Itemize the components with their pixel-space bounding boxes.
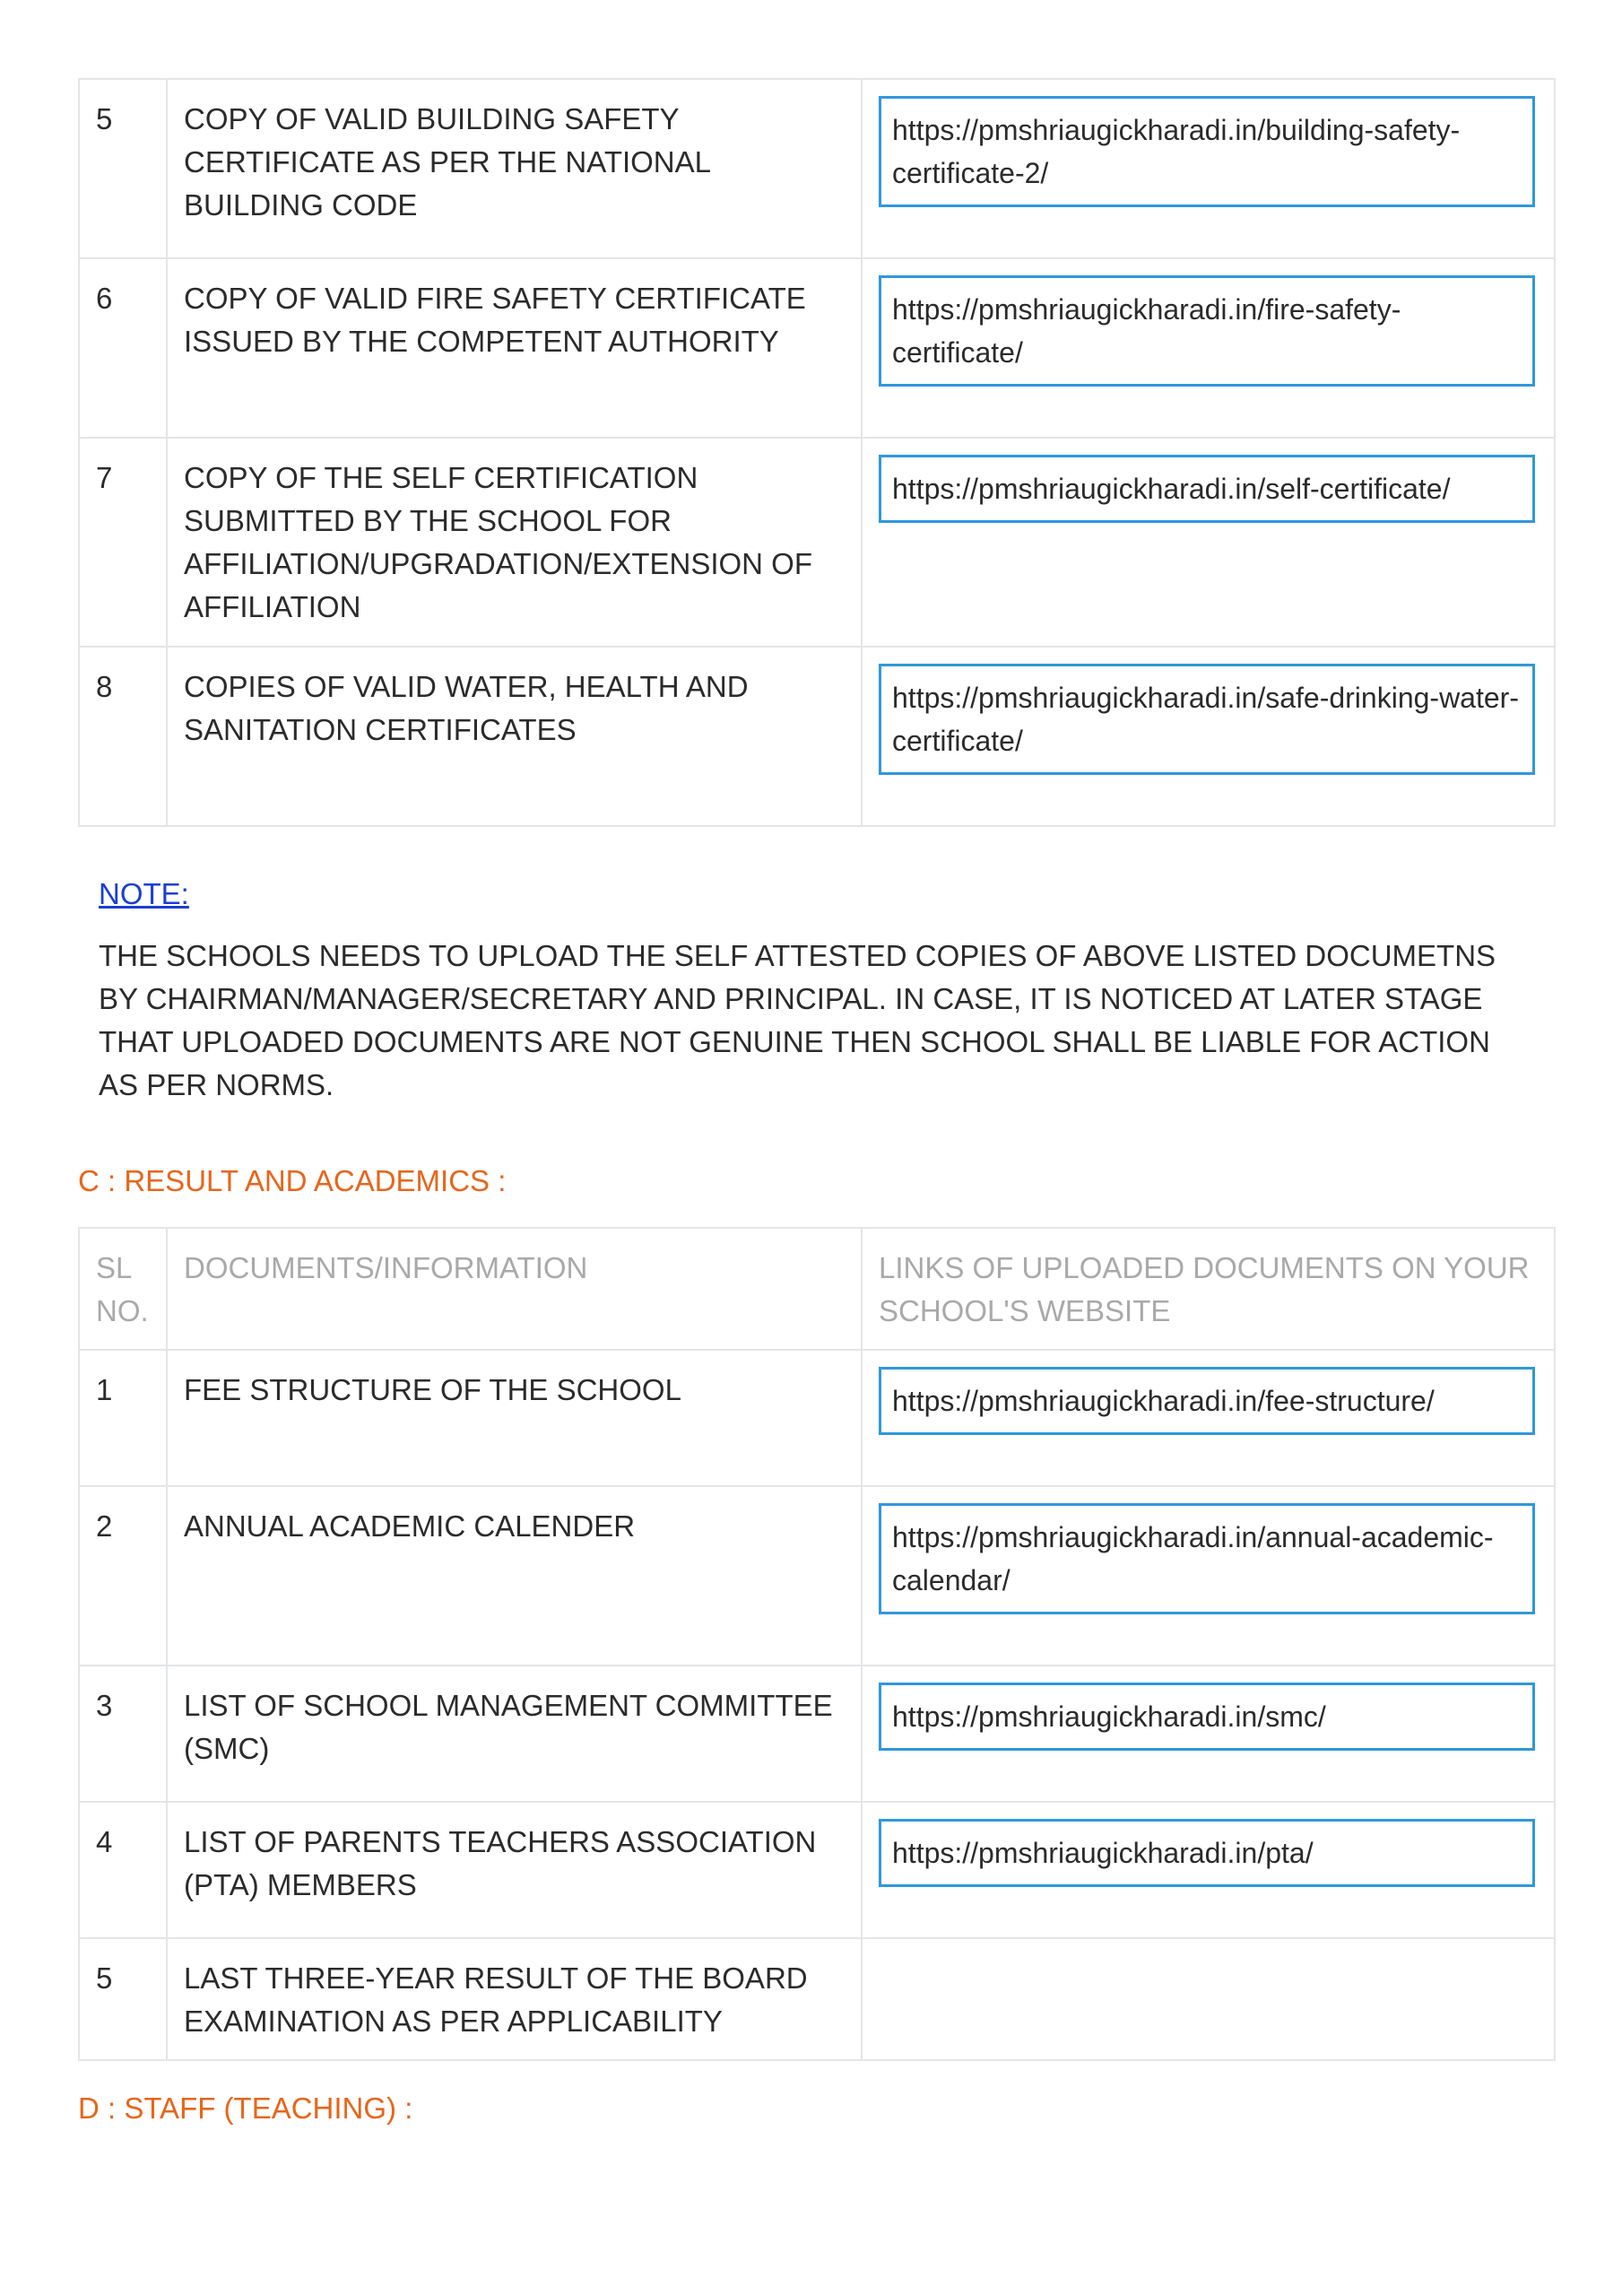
document-cell: ANNUAL ACADEMIC CALENDER [167, 1486, 862, 1665]
sl-no-cell: 7 [79, 438, 167, 647]
section-title-result-academics: C : RESULT AND ACADEMICS : [78, 1164, 507, 1197]
table-row [79, 647, 1555, 826]
documents-table-b [78, 78, 1556, 827]
link-cell [862, 1350, 1555, 1486]
table-row [79, 1486, 1555, 1665]
sl-no-cell: 4 [79, 1802, 167, 1938]
link-cell [862, 1486, 1555, 1665]
table-row [79, 258, 1555, 438]
document-cell: COPY OF VALID BUILDING SAFETY CERTIFICATE AS PER THE NATIONAL BUILDING CODE [167, 79, 862, 258]
sl-no-cell: 3 [79, 1665, 167, 1802]
link-cell [862, 1665, 1555, 1802]
table-row [79, 1938, 1555, 2060]
table-row [79, 79, 1555, 258]
link-cell [862, 438, 1555, 647]
note-text: THE SCHOOLS NEEDS TO UPLOAD THE SELF ATTESTED COPIES OF ABOVE LISTED DOCUMETNS BY CHAIRMAN/MANAGER/SECRETARY AND PRINCIPAL. IN CASE, IT IS NOTICED AT LATER STAGE THAT UPLOADED DOCUMENTS ARE NOT GENUINE THEN SCHOOL SHALL BE LIABLE FOR ACTION AS PER NORMS. [99, 939, 1496, 1101]
document-link[interactable]: https://pmshriaugickharadi.in/safe-drinking-water-certificate/ [879, 664, 1535, 775]
note-link[interactable]: NOTE: [99, 877, 189, 910]
link-cell [862, 1802, 1555, 1938]
document-link[interactable]: https://pmshriaugickharadi.in/pta/ [879, 1819, 1535, 1887]
document-cell: COPY OF VALID FIRE SAFETY CERTIFICATE ISSUED BY THE COMPETENT AUTHORITY [167, 258, 862, 438]
sl-no-cell: 6 [79, 258, 167, 438]
link-cell-empty [862, 1938, 1555, 2060]
document-cell: FEE STRUCTURE OF THE SCHOOL [167, 1350, 862, 1486]
link-cell [862, 258, 1555, 438]
sl-no-cell: 5 [79, 1938, 167, 2060]
header-documents: DOCUMENTS/INFORMATION [167, 1228, 862, 1350]
document-link[interactable]: https://pmshriaugickharadi.in/self-certificate/ [879, 455, 1535, 523]
link-cell [862, 79, 1555, 258]
document-cell: COPY OF THE SELF CERTIFICATION SUBMITTED BY THE SCHOOL FOR AFFILIATION/UPGRADATION/EXTENSION OF AFFILIATION [167, 438, 862, 647]
table-row [79, 1802, 1555, 1938]
document-link[interactable]: https://pmshriaugickharadi.in/fire-safety-certificate/ [879, 275, 1535, 387]
document-cell: LAST THREE-YEAR RESULT OF THE BOARD EXAMINATION AS PER APPLICABILITY [167, 1938, 862, 2060]
table-row [79, 1665, 1555, 1802]
document-cell: COPIES OF VALID WATER, HEALTH AND SANITATION CERTIFICATES [167, 647, 862, 826]
sl-no-cell: 8 [79, 647, 167, 826]
sl-no-cell: 2 [79, 1486, 167, 1665]
document-link[interactable]: https://pmshriaugickharadi.in/building-safety-certificate-2/ [879, 96, 1535, 207]
document-link[interactable]: https://pmshriaugickharadi.in/fee-structure/ [879, 1367, 1535, 1435]
table-header-row [79, 1228, 1555, 1350]
header-links: LINKS OF UPLOADED DOCUMENTS ON YOUR SCHOOL'S WEBSITE [862, 1228, 1555, 1350]
section-title-staff-teaching: D : STAFF (TEACHING) : [78, 2092, 413, 2125]
document-link[interactable]: https://pmshriaugickharadi.in/smc/ [879, 1683, 1535, 1751]
table-row [79, 1350, 1555, 1486]
sl-no-cell: 1 [79, 1350, 167, 1486]
table-row [79, 438, 1555, 647]
sl-no-cell: 5 [79, 79, 167, 258]
link-cell [862, 647, 1555, 826]
document-cell: LIST OF SCHOOL MANAGEMENT COMMITTEE (SMC) [167, 1665, 862, 1802]
document-cell: LIST OF PARENTS TEACHERS ASSOCIATION (PTA) MEMBERS [167, 1802, 862, 1938]
documents-table-c [78, 1227, 1556, 2061]
header-sl-no: SL NO. [79, 1228, 167, 1350]
document-link[interactable]: https://pmshriaugickharadi.in/annual-academic-calendar/ [879, 1503, 1535, 1614]
